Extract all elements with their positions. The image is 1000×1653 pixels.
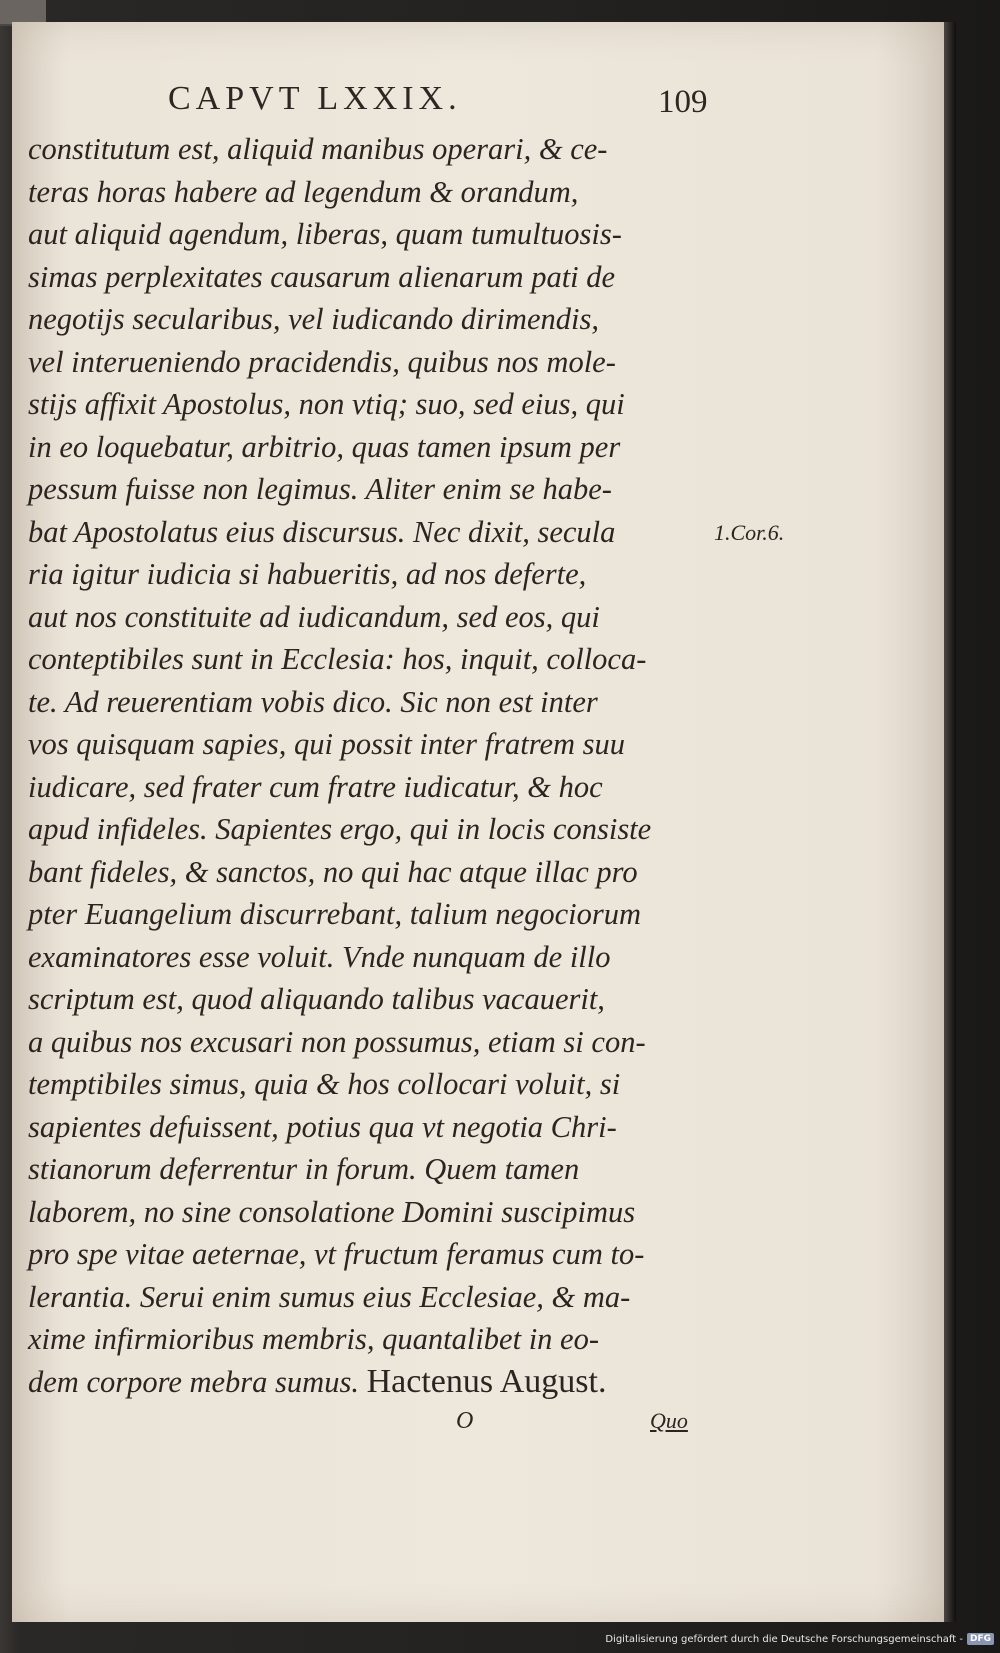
text-line: laborem, no sine consolatione Domini suscipimus (28, 1194, 636, 1229)
text-line: in eo loquebatur, arbitrio, quas tamen ipsum per (28, 429, 621, 464)
signature-mark: O (456, 1408, 474, 1434)
catchword: Quo (650, 1408, 688, 1433)
page-footer (0, 1408, 1000, 1444)
text-line: negotijs secularibus, vel iudicando dirimendis, (28, 302, 599, 336)
page-header (0, 80, 1000, 130)
text-line: aut nos constituite ad iudicandum, sed eos, qui (28, 599, 600, 634)
text-line: a quibus nos excusari non possumus, etiam si con- (28, 1024, 646, 1059)
page-number: 109 (658, 84, 708, 120)
last-line-italic: dem corpore mebra sumus. (28, 1364, 359, 1399)
text-line: conteptibiles sunt in Ecclesia: hos, inquit, colloca- (28, 642, 647, 676)
text-line: constitutum est, aliquid manibus operari, & ce- (28, 132, 608, 166)
text-line: simas perplexitates causarum alienarum pati de (28, 259, 616, 294)
text-line: apud infideles. Sapientes ergo, qui in locis consiste (28, 812, 652, 846)
text-line: lerantia. Serui enim sumus eius Ecclesiae, & ma- (28, 1279, 631, 1314)
marginal-note: 1.Cor.6. (714, 520, 785, 545)
text-line: vel interueniendo pracidendis, quibus nos mole- (28, 344, 616, 379)
text-line: aut aliquid agendum, liberas, quam tumultuosis- (28, 217, 622, 251)
digitization-credit (605, 1633, 994, 1645)
text-line: sapientes defuissent, potius qua vt negotia Chri- (28, 1109, 617, 1144)
body-text (28, 128, 718, 1403)
text-line: vos quisquam sapies, qui possit inter fratrem suu (28, 727, 626, 761)
page-edge-shadow (944, 22, 956, 1622)
text-line: te. Ad reuerentiam vobis dico. Sic non est inter (28, 684, 598, 719)
last-text-line (28, 1361, 718, 1404)
text-line: pro spe vitae aeternae, vt fructum feramus cum to- (28, 1237, 645, 1271)
text-line: xime infirmioribus membris, quantalibet in eo- (28, 1322, 599, 1356)
text-line: scriptum est, quod aliquando talibus vacauerit, (28, 982, 605, 1016)
text-line: pessum fuisse non legimus. Aliter enim se habe- (28, 472, 612, 506)
text-line: pter Euangelium discurrebant, talium negociorum (28, 897, 642, 931)
text-line: stijs affixit Apostolus, non vtiq; suo, sed eius, qui (28, 387, 625, 421)
text-line: examinatores esse voluit. Vnde nunquam de illo (28, 939, 611, 974)
dfg-logo: DFG (967, 1633, 994, 1645)
text-line: bat Apostolatus eius discursus. Nec dixit, secula (28, 514, 616, 549)
text-line: bant fideles, & sanctos, no qui hac atque illac pro (28, 854, 638, 889)
text-line: temptibiles simus, quia & hos collocari voluit, si (28, 1067, 621, 1101)
text-line: teras horas habere ad legendum & orandum, (28, 174, 579, 209)
credit-text: Digitalisierung gefördert durch die Deutsche Forschungsgemeinschaft - (605, 1633, 963, 1645)
last-line-roman: Hactenus August. (366, 1362, 607, 1400)
running-head: CAPVT LXXIX. (168, 80, 462, 117)
text-line: iudicare, sed frater cum fratre iudicatur, & hoc (28, 769, 603, 804)
text-line: ria igitur iudicia si habueritis, ad nos deferte, (28, 557, 587, 591)
text-line: stianorum deferrentur in forum. Quem tamen (28, 1152, 580, 1186)
